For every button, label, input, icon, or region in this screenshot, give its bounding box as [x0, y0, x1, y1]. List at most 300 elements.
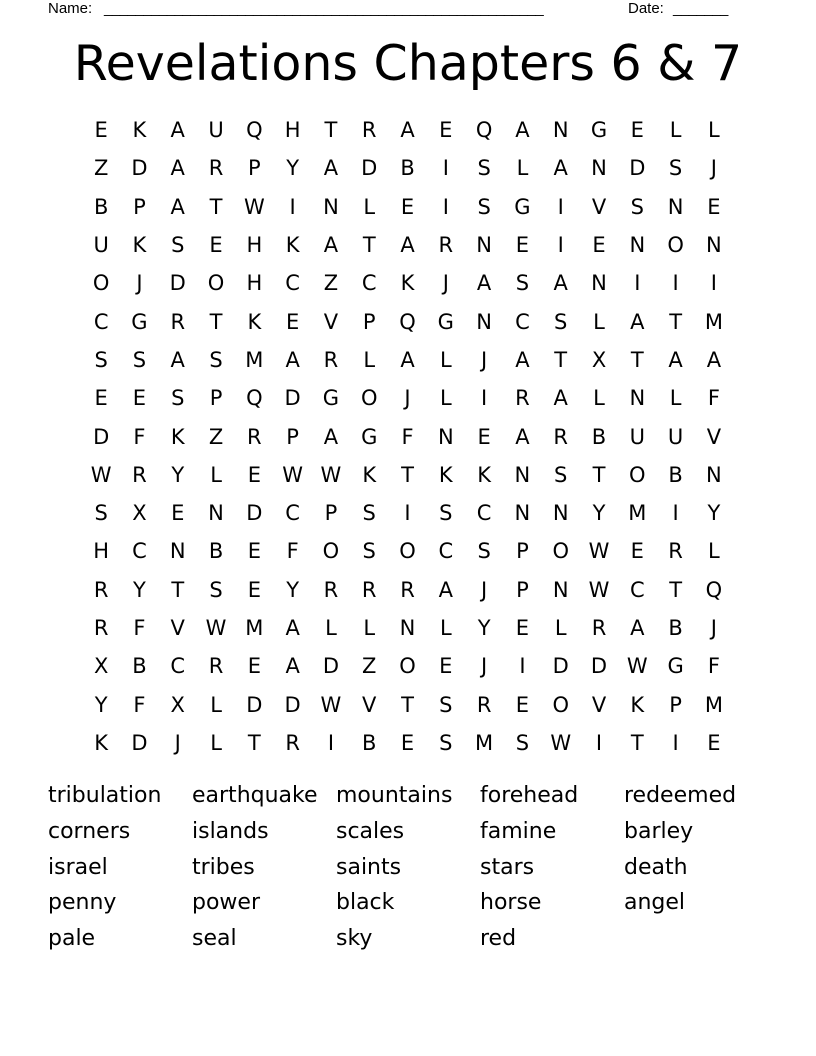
grid-letter: S [515, 271, 530, 296]
grid-letter: Y [286, 156, 300, 181]
grid-letter: E [630, 539, 644, 564]
word-list-item: israel [48, 854, 108, 880]
word-list-item: islands [192, 818, 269, 844]
grid-letter: T [592, 462, 606, 487]
grid-letter: C [476, 501, 492, 526]
grid-letter: B [93, 194, 109, 219]
grid-letter: E [247, 539, 261, 564]
grid-letter: A [515, 118, 530, 143]
grid-letter: P [516, 539, 529, 564]
grid-letter: T [247, 730, 261, 755]
grid-letter: O [322, 539, 340, 564]
grid-letter: Q [475, 118, 493, 143]
grid-letter: U [93, 233, 109, 258]
grid-letter: A [668, 347, 683, 372]
grid-letter: A [170, 347, 185, 372]
grid-letter: L [210, 692, 222, 717]
grid-letter: E [515, 692, 530, 717]
grid-letter: S [439, 501, 453, 526]
grid-letter: I [710, 271, 717, 296]
grid-letter: W [282, 462, 304, 487]
grid-letter: L [669, 386, 682, 411]
grid-letter: R [208, 654, 224, 679]
grid-letter: V [170, 616, 185, 640]
grid-letter: O [207, 271, 225, 296]
grid-letter: S [171, 386, 185, 411]
grid-letter: Q [705, 577, 723, 602]
grid-letter: D [93, 424, 110, 449]
grid-letter: B [208, 539, 224, 564]
grid-letter: G [131, 309, 148, 334]
grid-letter: R [170, 309, 186, 334]
grid-letter: P [669, 692, 682, 717]
grid-letter: T [630, 347, 644, 372]
grid-letter: S [362, 539, 376, 564]
word-list-item: penny [48, 890, 117, 916]
grid-letter: T [669, 309, 683, 334]
grid-letter: A [553, 271, 568, 296]
word-list-item: death [624, 854, 688, 880]
grid-letter: N [208, 501, 224, 526]
grid-letter: S [515, 730, 530, 755]
word-list-item: horse [480, 890, 542, 916]
grid-letter: X [132, 501, 147, 526]
word-list-item: pale [48, 926, 96, 952]
grid-letter: Y [94, 692, 108, 717]
grid-letter: D [169, 271, 186, 296]
grid-letter: A [553, 156, 568, 181]
grid-letter: R [400, 577, 415, 602]
grid-letter: S [209, 347, 223, 372]
grid-letter: L [439, 386, 452, 411]
grid-letter: V [362, 692, 377, 717]
grid-letter: B [400, 156, 415, 181]
grid-letter: R [285, 730, 300, 755]
grid-letter: L [325, 616, 337, 640]
grid-letter: M [704, 692, 723, 717]
grid-letter: I [557, 233, 564, 258]
grid-letter: K [630, 692, 645, 717]
grid-letter: S [132, 347, 147, 372]
word-list-item: power [192, 890, 260, 916]
grid-letter: G [322, 386, 340, 411]
word-list-item: scales [336, 818, 405, 844]
grid-letter: L [363, 616, 376, 640]
grid-letter: J [481, 347, 488, 372]
grid-letter: S [209, 577, 223, 602]
grid-letter: L [363, 347, 376, 372]
grid-letter: N [476, 309, 492, 334]
grid-letter: E [707, 730, 721, 755]
grid-letter: R [361, 118, 377, 143]
grid-letter: S [94, 347, 108, 372]
grid-letter: L [439, 347, 452, 372]
grid-letter: N [476, 233, 492, 258]
grid-letter: A [706, 347, 722, 372]
grid-letter: K [170, 424, 185, 449]
grid-letter: N [514, 462, 531, 487]
grid-letter: H [93, 539, 110, 564]
grid-letter: R [323, 577, 339, 602]
word-list-item: tribes [192, 854, 255, 880]
grid-letter: U [629, 424, 645, 449]
grid-letter: C [361, 271, 377, 296]
grid-letter: C [629, 577, 645, 602]
grid-letter: J [481, 654, 488, 679]
word-list-item: black [336, 890, 395, 916]
grid-letter: E [630, 118, 644, 143]
grid-letter: O [399, 654, 416, 679]
word-list-item: barley [624, 818, 694, 844]
grid-letter: F [133, 692, 146, 717]
grid-letter: O [667, 233, 684, 258]
grid-letter: S [477, 194, 491, 219]
grid-letter: E [247, 577, 261, 602]
grid-letter: N [552, 501, 569, 526]
grid-letter: K [94, 730, 109, 755]
grid-letter: C [285, 501, 300, 526]
grid-letter: E [94, 386, 108, 411]
grid-letter: I [672, 730, 679, 755]
word-list-item: mountains [336, 783, 453, 808]
grid-letter: N [629, 233, 646, 258]
grid-letter: R [208, 156, 224, 181]
grid-letter: S [171, 233, 185, 258]
grid-letter: D [590, 654, 608, 679]
grid-letter: L [593, 386, 605, 411]
grid-letter: A [323, 424, 339, 449]
grid-letter: N [514, 501, 531, 526]
grid-letter: N [399, 616, 416, 640]
word-list-item: angel [624, 890, 686, 916]
grid-letter: H [246, 233, 263, 258]
grid-letter: H [246, 271, 263, 296]
grid-letter: H [284, 118, 301, 143]
grid-letter: I [595, 730, 603, 755]
grid-letter: C [132, 539, 147, 564]
grid-letter: C [93, 309, 109, 334]
word-list-item: sky [336, 926, 373, 952]
grid-letter: M [245, 347, 264, 372]
grid-letter: D [629, 156, 646, 181]
grid-letter: O [360, 386, 378, 411]
grid-letter: A [515, 347, 530, 372]
grid-letter: Y [133, 577, 146, 602]
grid-letter: V [706, 424, 722, 449]
grid-letter: Z [362, 654, 377, 679]
grid-letter: N [552, 577, 569, 602]
grid-letter: R [553, 424, 568, 449]
grid-letter: W [320, 692, 342, 717]
grid-letter: A [400, 233, 415, 258]
grid-letter: D [322, 654, 340, 679]
grid-letter: E [285, 309, 300, 334]
word-list-item: redeemed [624, 783, 737, 808]
grid-letter: N [591, 156, 607, 181]
word-list [48, 778, 768, 957]
grid-letter: J [404, 386, 411, 411]
grid-letter: D [552, 654, 569, 679]
grid-letter: D [284, 386, 301, 411]
grid-letter: T [324, 118, 338, 143]
word-list-item: corners [48, 818, 131, 844]
grid-letter: D [246, 692, 263, 717]
grid-letter: A [285, 616, 300, 640]
grid-letter: A [515, 424, 530, 449]
grid-letter: N [706, 462, 722, 487]
grid-letter: G [361, 424, 378, 449]
grid-letter: A [400, 347, 415, 372]
grid-letter: T [630, 730, 644, 755]
grid-letter: A [438, 577, 453, 602]
grid-letter: E [171, 501, 185, 526]
grid-letter: A [285, 654, 300, 679]
grid-letter: L [516, 156, 529, 181]
grid-letter: R [323, 347, 339, 372]
grid-letter: G [437, 309, 454, 334]
grid-letter: N [667, 194, 684, 219]
grid-letter: Q [246, 118, 263, 143]
grid-letter: Q [399, 309, 416, 334]
grid-letter: O [552, 539, 569, 564]
word-list-item: seal [192, 926, 237, 952]
grid-letter: Q [246, 386, 263, 411]
grid-letter: O [629, 462, 646, 487]
grid-letter: T [669, 577, 683, 602]
grid-letter: T [401, 462, 414, 487]
grid-letter: A [170, 118, 185, 143]
grid-letter: P [248, 156, 261, 181]
grid-letter: L [439, 616, 452, 640]
grid-letter: I [634, 271, 641, 296]
grid-letter: A [400, 118, 415, 143]
grid-letter: G [514, 194, 531, 219]
grid-letter: S [630, 194, 644, 219]
grid-letter: P [209, 386, 223, 411]
grid-letter: W [588, 577, 610, 602]
grid-letter: F [401, 424, 414, 449]
word-list-item: forehead [480, 783, 579, 808]
grid-letter: K [400, 271, 415, 296]
grid-letter: T [209, 194, 223, 219]
grid-letter: R [93, 577, 109, 602]
grid-letter: Y [171, 462, 185, 487]
grid-letter: M [628, 501, 647, 526]
grid-letter: K [438, 462, 453, 487]
grid-letter: Z [208, 424, 224, 449]
header [48, 0, 742, 18]
grid-letter: I [327, 730, 335, 755]
grid-letter: A [630, 616, 645, 640]
grid-letter: I [442, 194, 449, 219]
grid-letter: T [209, 309, 223, 334]
grid-letter: A [476, 271, 492, 296]
word-list-item: tribulation [48, 783, 162, 808]
grid-letter: I [481, 386, 488, 411]
grid-letter: W [205, 616, 227, 640]
grid-letter: I [672, 271, 679, 296]
grid-letter: P [133, 194, 146, 219]
grid-letter: P [516, 577, 529, 602]
grid-letter: F [707, 386, 720, 411]
grid-letter: L [210, 462, 222, 487]
grid-letter: D [246, 501, 263, 526]
grid-letter: D [131, 730, 148, 755]
grid-letter: P [286, 424, 299, 449]
grid-letter: F [707, 654, 720, 679]
grid-letter: J [710, 156, 717, 181]
grid-letter: N [629, 386, 646, 411]
date-label: Date: [628, 0, 664, 17]
grid-letter: E [515, 233, 530, 258]
grid-letter: O [399, 539, 416, 564]
grid-letter: M [475, 730, 494, 755]
grid-letter: R [476, 692, 492, 717]
grid-letter: K [132, 233, 147, 258]
grid-letter: R [132, 462, 147, 487]
word-list-item: saints [336, 854, 402, 880]
grid-letter: L [210, 730, 222, 755]
grid-letter: W [550, 730, 572, 755]
grid-letter: R [247, 424, 262, 449]
grid-letter: R [515, 386, 530, 411]
grid-letter: E [439, 118, 453, 143]
page-title: Revelations Chapters 6 & 7 [73, 35, 743, 92]
grid-letter: C [515, 309, 530, 334]
grid-letter: B [668, 616, 683, 640]
grid-letter: F [133, 616, 146, 640]
grid-letter: R [438, 233, 454, 258]
grid-letter: B [132, 654, 147, 679]
word-list-item: stars [480, 854, 535, 880]
grid-letter: A [323, 156, 339, 181]
grid-letter: N [591, 271, 607, 296]
grid-letter: D [284, 692, 301, 717]
grid-letter: L [708, 539, 720, 564]
grid-letter: S [477, 539, 491, 564]
grid-letter: S [439, 692, 453, 717]
grid-letter: E [592, 233, 606, 258]
grid-letter: A [553, 386, 568, 411]
grid-letter: C [438, 539, 454, 564]
grid-letter: J [710, 616, 717, 640]
grid-letter: K [477, 462, 491, 487]
grid-letter: C [170, 654, 186, 679]
grid-letter: I [442, 156, 449, 181]
grid-letter: R [361, 577, 377, 602]
grid-letter: E [209, 233, 223, 258]
grid-letter: W [243, 194, 265, 219]
grid-letter: S [362, 501, 376, 526]
name-label: Name: [48, 0, 93, 17]
grid-letter: J [442, 271, 449, 296]
grid-letter: R [93, 616, 109, 640]
grid-letter: J [481, 577, 488, 602]
grid-letter: E [400, 730, 415, 755]
grid-letter: W [588, 539, 610, 564]
grid-letter: M [704, 309, 723, 334]
grid-letter: D [361, 156, 378, 181]
grid-letter: X [170, 692, 185, 717]
grid-letter: L [708, 118, 720, 143]
grid-letter: F [133, 424, 146, 449]
grid-letter: W [320, 462, 342, 487]
grid-letter: K [247, 309, 262, 334]
grid-letter: N [437, 424, 454, 449]
grid-letter: E [247, 654, 261, 679]
grid-letter: S [668, 156, 683, 181]
grid-letter: E [94, 118, 108, 143]
grid-letter: P [362, 309, 376, 334]
grid-letter: S [554, 309, 568, 334]
grid-letter: I [519, 654, 526, 679]
grid-letter: Z [93, 156, 109, 181]
word-list-item: red [480, 926, 517, 952]
grid-letter: N [323, 194, 339, 219]
grid-letter: L [669, 118, 682, 143]
grid-letter: E [247, 462, 261, 487]
grid-letter: L [554, 616, 567, 640]
grid-letter: V [323, 309, 339, 334]
grid-letter: I [557, 194, 564, 219]
grid-letter: W [626, 654, 648, 679]
grid-letter: T [362, 233, 376, 258]
word-list-item: earthquake [192, 783, 318, 808]
grid-letter: Y [477, 616, 491, 640]
grid-letter: R [591, 616, 607, 640]
grid-letter: F [286, 539, 299, 564]
grid-letter: I [404, 501, 411, 526]
grid-letter: O [552, 692, 569, 717]
grid-letter: A [170, 194, 185, 219]
grid-letter: R [668, 539, 683, 564]
grid-letter: T [171, 577, 185, 602]
grid-letter: N [169, 539, 186, 564]
grid-letter: K [285, 233, 300, 258]
grid-letter: W [90, 462, 112, 487]
grid-letter: O [92, 271, 110, 296]
grid-letter: X [591, 347, 607, 372]
grid-letter: N [552, 118, 569, 143]
grid-letter: U [208, 118, 224, 143]
grid-letter: V [591, 194, 607, 219]
grid-letter: K [362, 462, 377, 487]
grid-letter: S [94, 501, 108, 526]
grid-letter: Z [323, 271, 339, 296]
grid-letter: B [668, 462, 683, 487]
grid-letter: E [515, 616, 530, 640]
word-search-grid [82, 111, 733, 762]
grid-letter: E [132, 386, 147, 411]
grid-letter: J [136, 271, 143, 296]
grid-letter: S [477, 156, 491, 181]
word-list-item: famine [480, 818, 557, 844]
grid-letter: L [593, 309, 605, 334]
grid-letter: X [93, 654, 109, 679]
grid-letter: Y [592, 501, 606, 526]
grid-letter: J [174, 730, 181, 755]
grid-letter: S [554, 462, 568, 487]
grid-letter: A [323, 233, 339, 258]
grid-letter: I [289, 194, 296, 219]
grid-letter: I [672, 501, 679, 526]
grid-letter: Y [707, 501, 721, 526]
date-field-line: _______ [673, 0, 728, 17]
grid-letter: B [362, 730, 377, 755]
name-field-line: ________________________________________________________ [104, 0, 544, 17]
grid-letter: E [707, 194, 721, 219]
grid-letter: C [285, 271, 300, 296]
